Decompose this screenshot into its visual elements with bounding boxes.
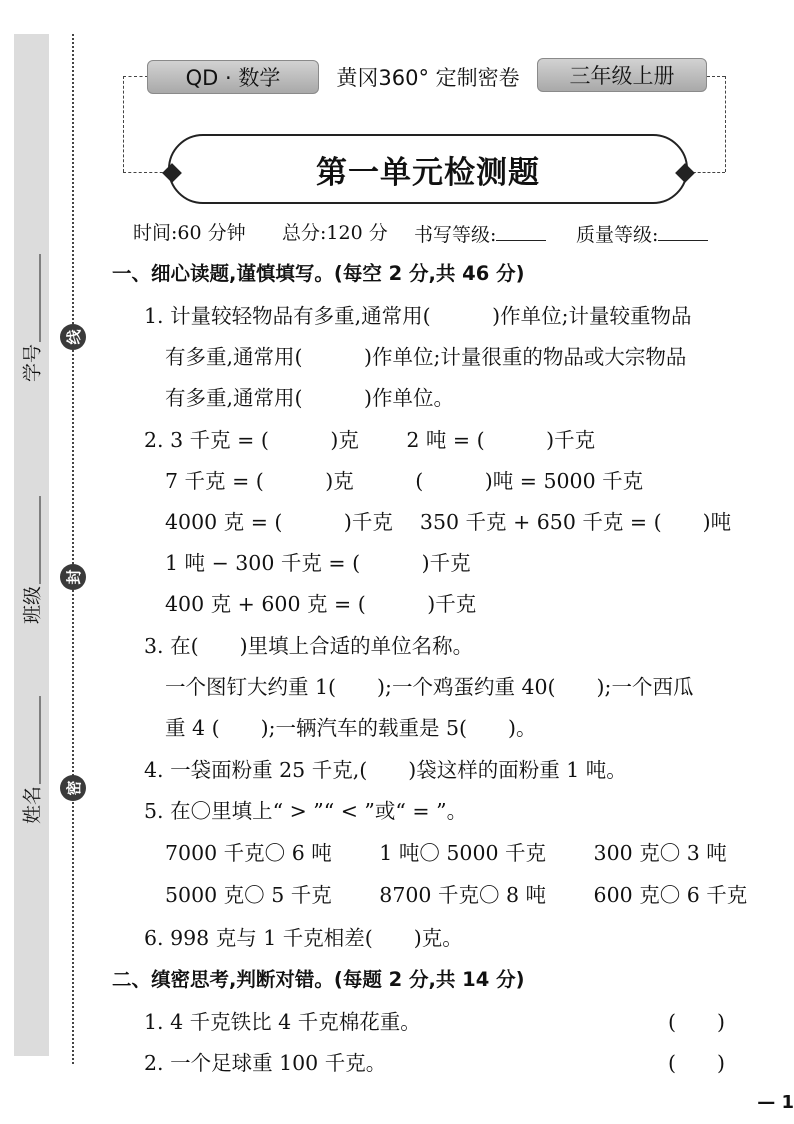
judge-mark-2[interactable]: ( ) [668, 1051, 725, 1075]
total-score-info: 总分:120 分 [282, 222, 388, 244]
q5-line2[interactable]: 7000 千克〇 6 吨 1 吨〇 5000 千克 300 克〇 3 吨 [165, 841, 727, 865]
cut-line [72, 34, 74, 1064]
q2-line4[interactable]: 1 吨 − 300 千克 = ( )千克 [165, 551, 471, 575]
mark-xian: 线 [60, 324, 86, 350]
student-id-label: 学号 [21, 343, 44, 383]
q6-line1[interactable]: 6. 998 克与 1 千克相差( )克。 [144, 926, 463, 950]
q2-line2[interactable]: 7 千克 = ( )克 ( )吨 = 5000 千克 [165, 469, 644, 493]
banner-dash-left-vertical [123, 76, 124, 172]
q5-line3[interactable]: 5000 克〇 5 千克 8700 千克〇 8 吨 600 克〇 6 千克 [165, 883, 748, 907]
student-id-field[interactable] [18, 254, 45, 382]
q3-line1: 3. 在( )里填上合适的单位名称。 [144, 634, 474, 658]
name-label: 姓名 [21, 785, 44, 825]
writing-grade-label: 书写等级: [414, 224, 497, 246]
q2-line1[interactable]: 2. 3 千克 = ( )克 2 吨 = ( )千克 [144, 428, 596, 452]
class-field[interactable] [18, 496, 45, 624]
page-title: 第一单元检测题 [316, 154, 540, 191]
class-label: 班级 [21, 585, 44, 625]
q3-line2[interactable]: 一个图钉大约重 1( );一个鸡蛋约重 40( );一个西瓜 [165, 675, 694, 699]
writing-grade-blank[interactable] [496, 224, 546, 241]
mark-mi: 密 [60, 775, 86, 801]
banner-dash-right-vertical [725, 76, 726, 172]
quality-grade-blank[interactable] [658, 224, 708, 241]
q2-line3[interactable]: 4000 克 = ( )千克 350 千克 + 650 千克 = ( )吨 [165, 510, 732, 534]
title-frame [168, 134, 688, 204]
q2-line5[interactable]: 400 克 + 600 克 = ( )千克 [165, 592, 477, 616]
series-title: 黄冈360° 定制密卷 [336, 66, 520, 90]
banner-dash-left-top [123, 76, 148, 77]
judge-item-1: 1. 4 千克铁比 4 千克棉花重。 [144, 1010, 421, 1034]
q1-line3[interactable]: 有多重,通常用( )作单位。 [165, 386, 455, 410]
q1-line1[interactable]: 1. 计量较轻物品有多重,通常用( )作单位;计量较重物品 [144, 304, 692, 328]
judge-item-2: 2. 一个足球重 100 千克。 [144, 1051, 387, 1075]
section1-heading: 一、细心读题,谨慎填写。(每空 2 分,共 46 分) [112, 262, 525, 285]
q1-line2[interactable]: 有多重,通常用( )作单位;计量很重的物品或大宗物品 [165, 345, 687, 369]
subject-tag: QD · 数学 [147, 60, 319, 94]
q4-line1[interactable]: 4. 一袋面粉重 25 千克,( )袋这样的面粉重 1 吨。 [144, 758, 627, 782]
judge-mark-1[interactable]: ( ) [668, 1010, 725, 1034]
grade-tag: 三年级上册 [537, 58, 707, 92]
mark-feng: 封 [60, 564, 86, 590]
name-field[interactable] [18, 696, 45, 824]
quality-grade-label: 质量等级: [576, 224, 659, 246]
page-number: — 1 [757, 1092, 794, 1113]
section2-heading: 二、缜密思考,判断对错。(每题 2 分,共 14 分) [112, 968, 525, 991]
q5-line1: 5. 在〇里填上“ > ”“ < ”或“ = ”。 [144, 799, 468, 823]
writing-grade[interactable] [414, 224, 546, 245]
q3-line3[interactable]: 重 4 ( );一辆汽车的载重是 5( )。 [165, 716, 537, 740]
banner-dash-right-top [707, 76, 725, 77]
quality-grade[interactable] [576, 224, 708, 245]
time-info: 时间:60 分钟 [133, 222, 246, 244]
